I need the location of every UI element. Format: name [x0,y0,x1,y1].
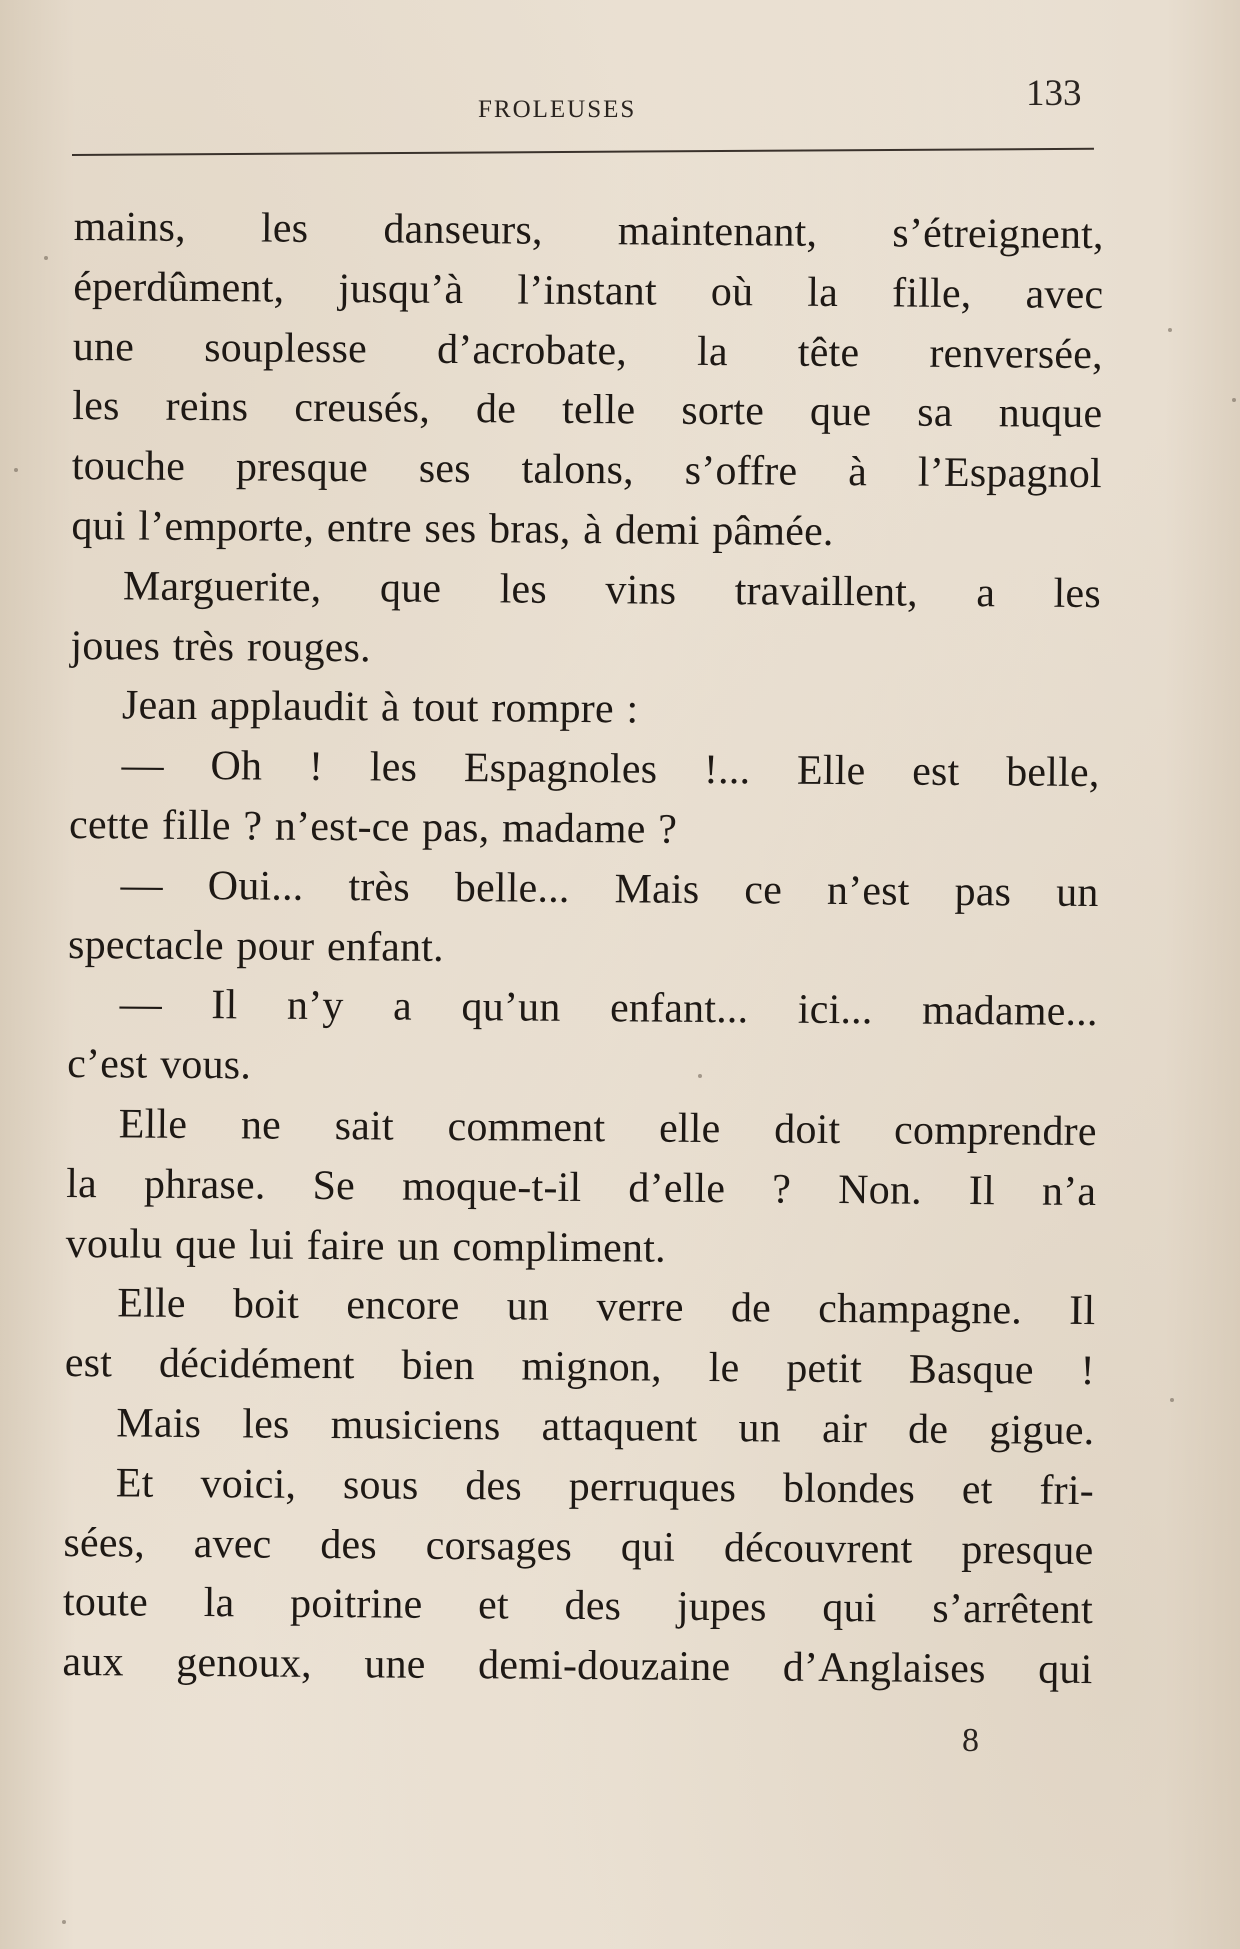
text-line: mains, les danseurs, maintenant, s’étreignent, [73,203,1104,259]
paper-speck [1232,398,1236,402]
paper-speck [14,468,18,472]
paper-speck [1170,1398,1174,1402]
body-text [62,198,1104,1701]
text-line: les reins creusés, de telle sorte que sa nuque [72,383,1103,438]
text-line: la phrase. Se moque-t-il d’elle ? Non. Il n’a [66,1160,1097,1215]
text-line: éperdûment, jusqu’à l’instant où la fille, avec [73,263,1104,318]
text-line: c’est vous. [67,1041,252,1089]
text-line: Marguerite, que les vins travaillent, a les [122,563,1102,617]
text-line: Elle ne sait comment elle doit comprendre [118,1101,1097,1156]
text-line: — Oh ! les Espagnoles !... Elle est belle, [121,742,1100,797]
text-line: Elle boit encore un verre de champagne. Il [117,1280,1096,1335]
paper-speck [44,256,48,260]
text-line: — Oui... très belle... Mais ce n’est pas un [120,862,1099,916]
text-line: Mais les musiciens attaquent un air de gigue. [116,1400,1095,1454]
text-line: aux genoux, une demi-douzaine d’Anglaises qui [62,1639,1093,1694]
text-line: Et voici, sous des perruques blondes et fri- [115,1460,1095,1514]
paper-speck [698,1074,702,1078]
text-line: — Il n’y a qu’un enfant... ici... madame... [119,981,1098,1036]
page-number: 133 [1026,73,1082,114]
text-line: sées, avec des corsages qui découvrent presque [63,1519,1094,1574]
paper-speck [62,1920,66,1924]
paper-speck [1168,328,1172,332]
text-line: une souplesse d’acrobate, la tête renversée, [72,323,1103,378]
text-line: voulu que lui faire un compliment. [65,1220,666,1272]
signature-mark: 8 [962,1722,979,1759]
text-line: toute la poitrine et des jupes qui s’arrêtent [62,1579,1094,1634]
text-line: cette fille ? n’est-ce pas, madame ? [68,801,678,853]
text-line: touche presque ses talons, s’offre à l’Espagnol [71,443,1103,498]
text-line: joues très rouges. [70,622,372,671]
text-line: est décidément bien mignon, le petit Basque ! [64,1340,1095,1395]
header-rule [72,148,1094,156]
running-title: FROLEUSES [478,96,637,123]
text-line: Jean applaudit à tout rompre : [121,682,639,733]
text-line: spectacle pour enfant. [67,921,445,971]
text-line: qui l’emporte, entre ses bras, à demi pâmée. [71,502,834,555]
